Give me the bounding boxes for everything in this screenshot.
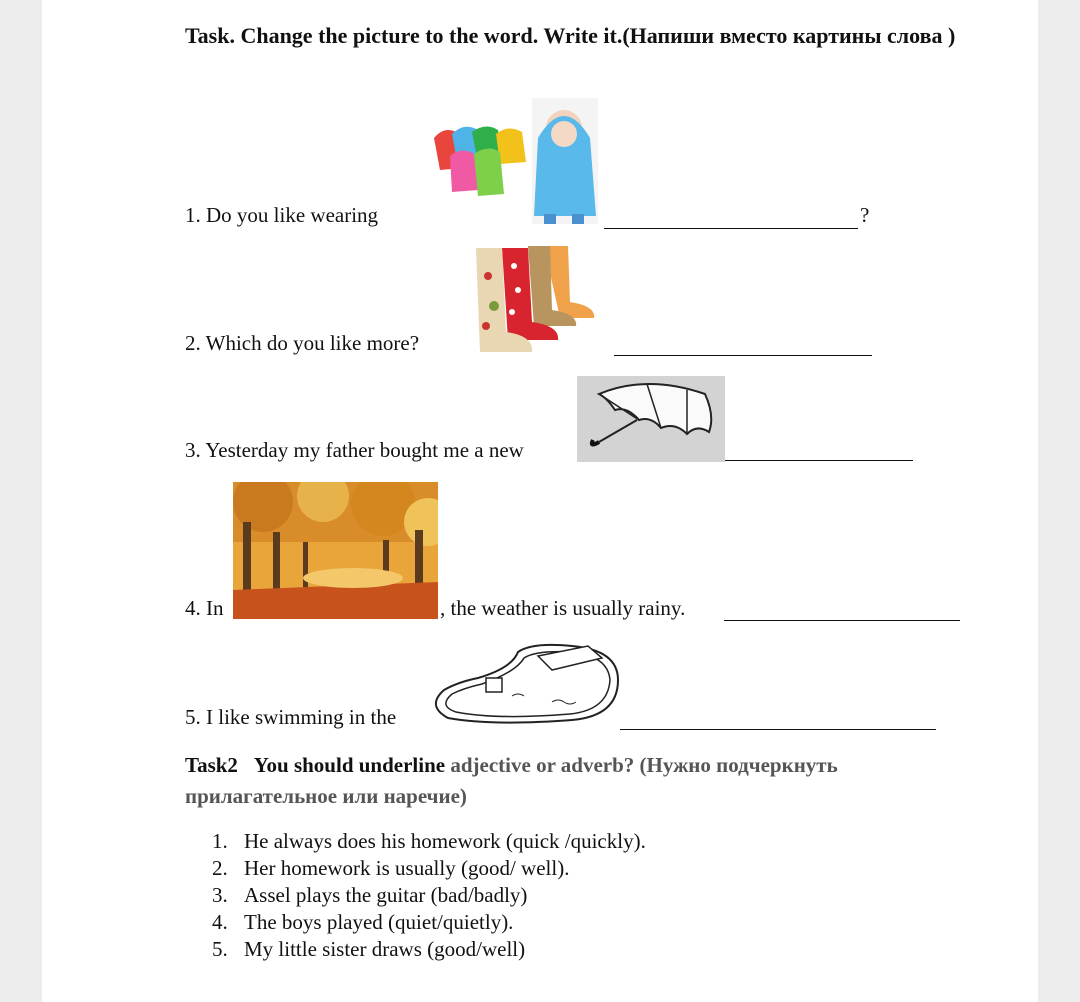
list-item: 1. He always does his homework (quick /quickly). xyxy=(212,829,646,853)
list-item: 5. My little sister draws (good/well) xyxy=(212,937,526,961)
answer-blank-2[interactable] xyxy=(614,355,872,356)
answer-blank-5[interactable] xyxy=(620,729,936,730)
question-3-text: 3. Yesterday my father bought me a new xyxy=(185,438,524,462)
umbrella-picture xyxy=(577,376,725,462)
question-1-end: ? xyxy=(860,203,870,227)
question-1-text: 1. Do you like wearing xyxy=(185,203,379,227)
answer-blank-4[interactable] xyxy=(724,620,960,621)
question-5-text: 5. I like swimming in the xyxy=(185,705,397,729)
autumn-park-picture xyxy=(233,482,438,619)
task2-label: Task2 xyxy=(185,753,238,777)
question-2-text: 2. Which do you like more? xyxy=(185,331,420,355)
task2-list xyxy=(212,828,646,963)
answer-blank-1[interactable] xyxy=(604,228,858,229)
list-item: 4. The boys played (quiet/quietly). xyxy=(212,910,514,934)
task2-title xyxy=(185,750,965,812)
question-4-end: , the weather is usually rainy. xyxy=(440,596,686,620)
task2-instruction-grey: adjective or adverb? (Нужно подчеркнуть прилагательное или наречие) xyxy=(185,753,838,808)
list-item: 3. Assel plays the guitar (bad/badly) xyxy=(212,883,528,907)
task2-instruction: You should underline xyxy=(253,753,446,777)
answer-blank-3[interactable] xyxy=(725,460,913,461)
question-4-text: 4. In xyxy=(185,596,224,620)
raincoats-picture xyxy=(434,98,598,224)
rubber-boots-picture xyxy=(472,246,600,354)
worksheet-page xyxy=(42,0,1038,1002)
list-item: 2. Her homework is usually (good/ well). xyxy=(212,856,570,880)
task1-title: Task. Change the picture to the word. Write it.(Напиши вместо картины слова ) xyxy=(185,23,956,48)
swimming-pool-picture xyxy=(422,640,622,726)
